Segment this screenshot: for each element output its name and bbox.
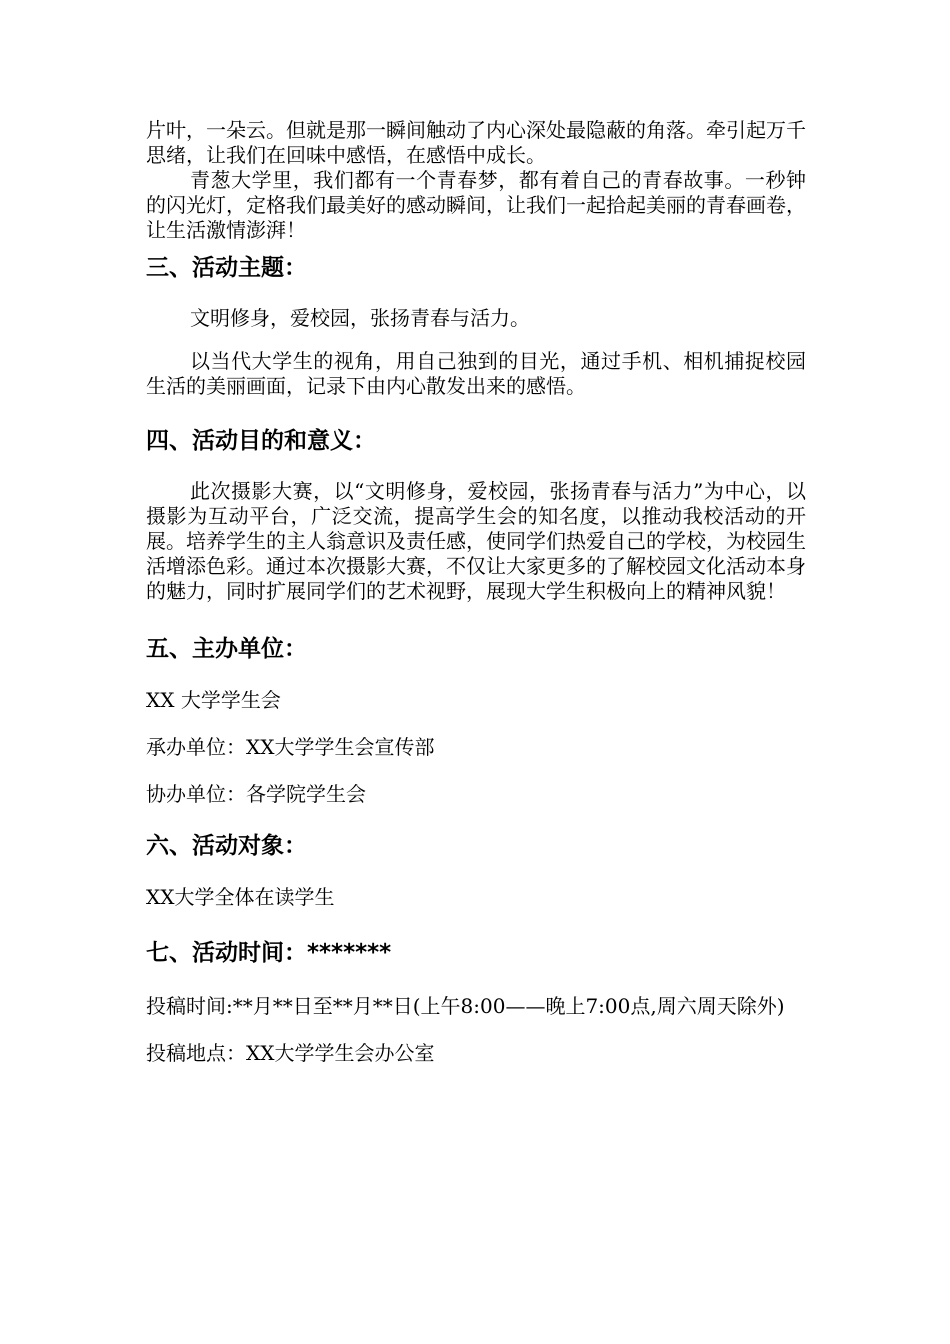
intro-paragraph-2: 青葱大学里，我们都有一个青春梦，都有着自己的青春故事。一秒钟的闪光灯，定格我们最美好的感动瞬间，让我们一起拾起美丽的青春画卷，让生活激情澎湃！	[146, 168, 806, 242]
purpose-body: 此次摄影大赛，以“文明修身，爱校园，张扬青春与活力”为中心，以摄影为互动平台，广泛交流，提高学生会的知名度，以推动我校活动的开展。培养学生的主人翁意识及责任感，使同学们热爱自己的学校，为校园生活增添色彩。通过本次摄影大赛，不仅让大家更多的了解校园文化活动本身的魅力，同时扩展同学们的艺术视野，展现大学生积极向上的精神风貌！	[146, 479, 806, 603]
section-heading-host: 五、主办单位：	[146, 636, 307, 662]
submission-place: 投稿地点：XX大学学生会办公室	[146, 1041, 435, 1065]
submission-time: 投稿时间:**月**日至**月**日(上午8:00——晚上7:00点,周六周天除外)	[146, 994, 785, 1018]
theme-description: 以当代大学生的视角，用自己独到的目光，通过手机、相机捕捉校园生活的美丽画面，记录下由内心散发出来的感悟。	[146, 349, 806, 398]
theme-text: 文明修身，爱校园，张扬青春与活力。	[190, 306, 530, 330]
section-heading-purpose: 四、活动目的和意义：	[146, 428, 376, 454]
intro-paragraph-1: 片叶，一朵云。但就是那一瞬间触动了内心深处最隐蔽的角落。牵引起万千思绪，让我们在回味中感悟，在感悟中成长。	[146, 118, 806, 167]
section-heading-time: 七、活动时间：*******	[146, 940, 392, 966]
organizer-unit: 承办单位：XX大学学生会宣传部	[146, 735, 435, 759]
audience-text: XX大学全体在读学生	[146, 885, 335, 909]
section-heading-audience: 六、活动对象：	[146, 833, 307, 859]
section-heading-theme: 三、活动主题：	[146, 255, 307, 281]
document-page	[146, 118, 806, 1066]
host-unit: XX 大学学生会	[146, 688, 281, 712]
co-organizer-unit: 协办单位：各学院学生会	[146, 782, 366, 806]
